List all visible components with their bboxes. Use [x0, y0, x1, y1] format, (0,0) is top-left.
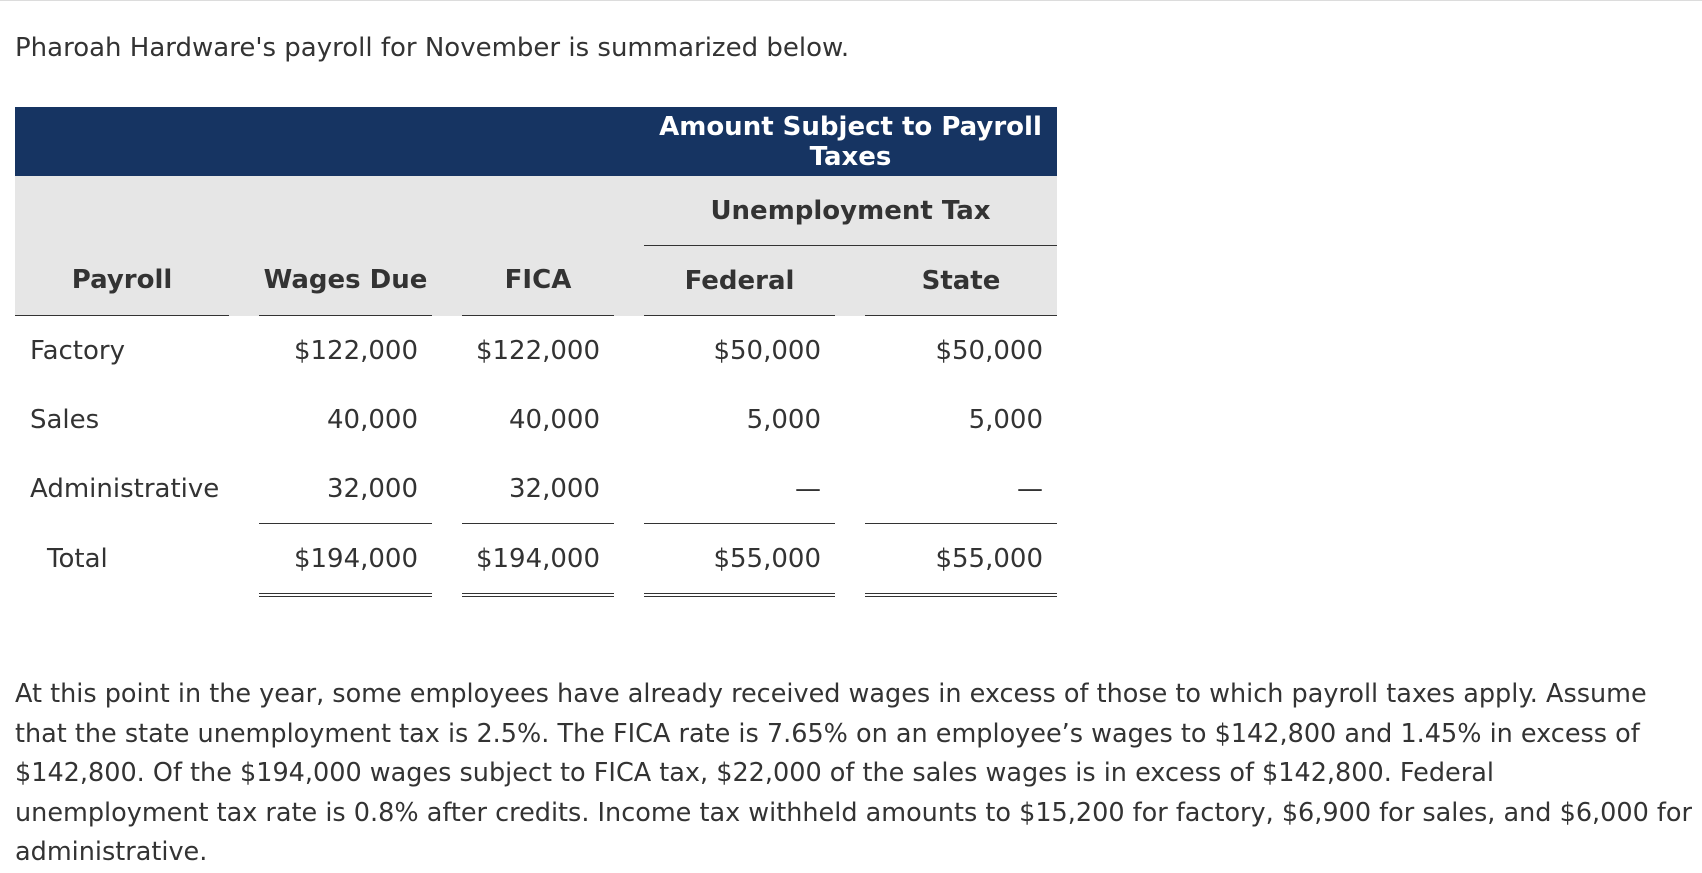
- group-header-payroll-taxes: Amount Subject to Payroll Taxes: [614, 107, 1057, 176]
- column-header-federal: Federal: [644, 246, 835, 316]
- table-row-administrative: [15, 454, 1057, 524]
- cell-federal: $50,000: [713, 335, 821, 366]
- row-label: Factory: [30, 335, 125, 366]
- cell-state: $50,000: [935, 335, 1043, 366]
- cell-state: 5,000: [968, 404, 1043, 435]
- top-divider: [0, 0, 1702, 1]
- header-blank: [15, 107, 614, 176]
- total-wages-due: $194,000: [259, 524, 432, 596]
- total-fica: $194,000: [462, 524, 614, 596]
- cell-state: —: [865, 454, 1057, 524]
- subgroup-header-unemployment-tax: Unemployment Tax: [644, 176, 1057, 246]
- column-header-fica: FICA: [462, 246, 614, 316]
- payroll-table: [15, 107, 1057, 597]
- cell-fica: $122,000: [475, 335, 600, 366]
- cell-wages-due: 40,000: [327, 404, 418, 435]
- table-row-total: [15, 524, 1057, 596]
- row-label: Administrative: [30, 473, 220, 504]
- row-label: Sales: [30, 404, 100, 435]
- payroll-table-container: [15, 107, 1057, 597]
- cell-wages-due: $122,000: [293, 335, 418, 366]
- total-federal: $55,000: [644, 524, 835, 596]
- total-state: $55,000: [865, 524, 1057, 596]
- cell-fica: 32,000: [462, 454, 614, 524]
- column-header-payroll: Payroll: [15, 246, 229, 316]
- column-header-wages-due: Wages Due: [259, 246, 432, 316]
- intro-text: Pharoah Hardware's payroll for November is summarized below.: [15, 33, 850, 63]
- table-row-factory: [15, 316, 1057, 386]
- table-row-sales: [15, 385, 1057, 454]
- cell-wages-due: 32,000: [259, 454, 432, 524]
- cell-fica: 40,000: [509, 404, 600, 435]
- cell-federal: 5,000: [746, 404, 821, 435]
- column-header-state: State: [865, 246, 1057, 316]
- problem-paragraph: At this point in the year, some employees have already received wages in excess of those to which payroll taxes apply. Assume that the state unemployment tax is 2.5%. The FICA rate is 7.65% on an employee’s wages to $142,800 and 1.45% in excess of $142,800. Of the $194,000 wages subject to FICA tax, $22,000 of the sales wages is in excess of $142,800. Federal unemployment tax rate is 0.8% after credits. Income tax withheld amounts to $15,200 for factory, $6,900 for sales, and $6,000 for administrative.: [15, 679, 1692, 867]
- cell-federal: —: [644, 454, 835, 524]
- total-label: Total: [47, 544, 108, 575]
- subheader-blank: [15, 176, 614, 246]
